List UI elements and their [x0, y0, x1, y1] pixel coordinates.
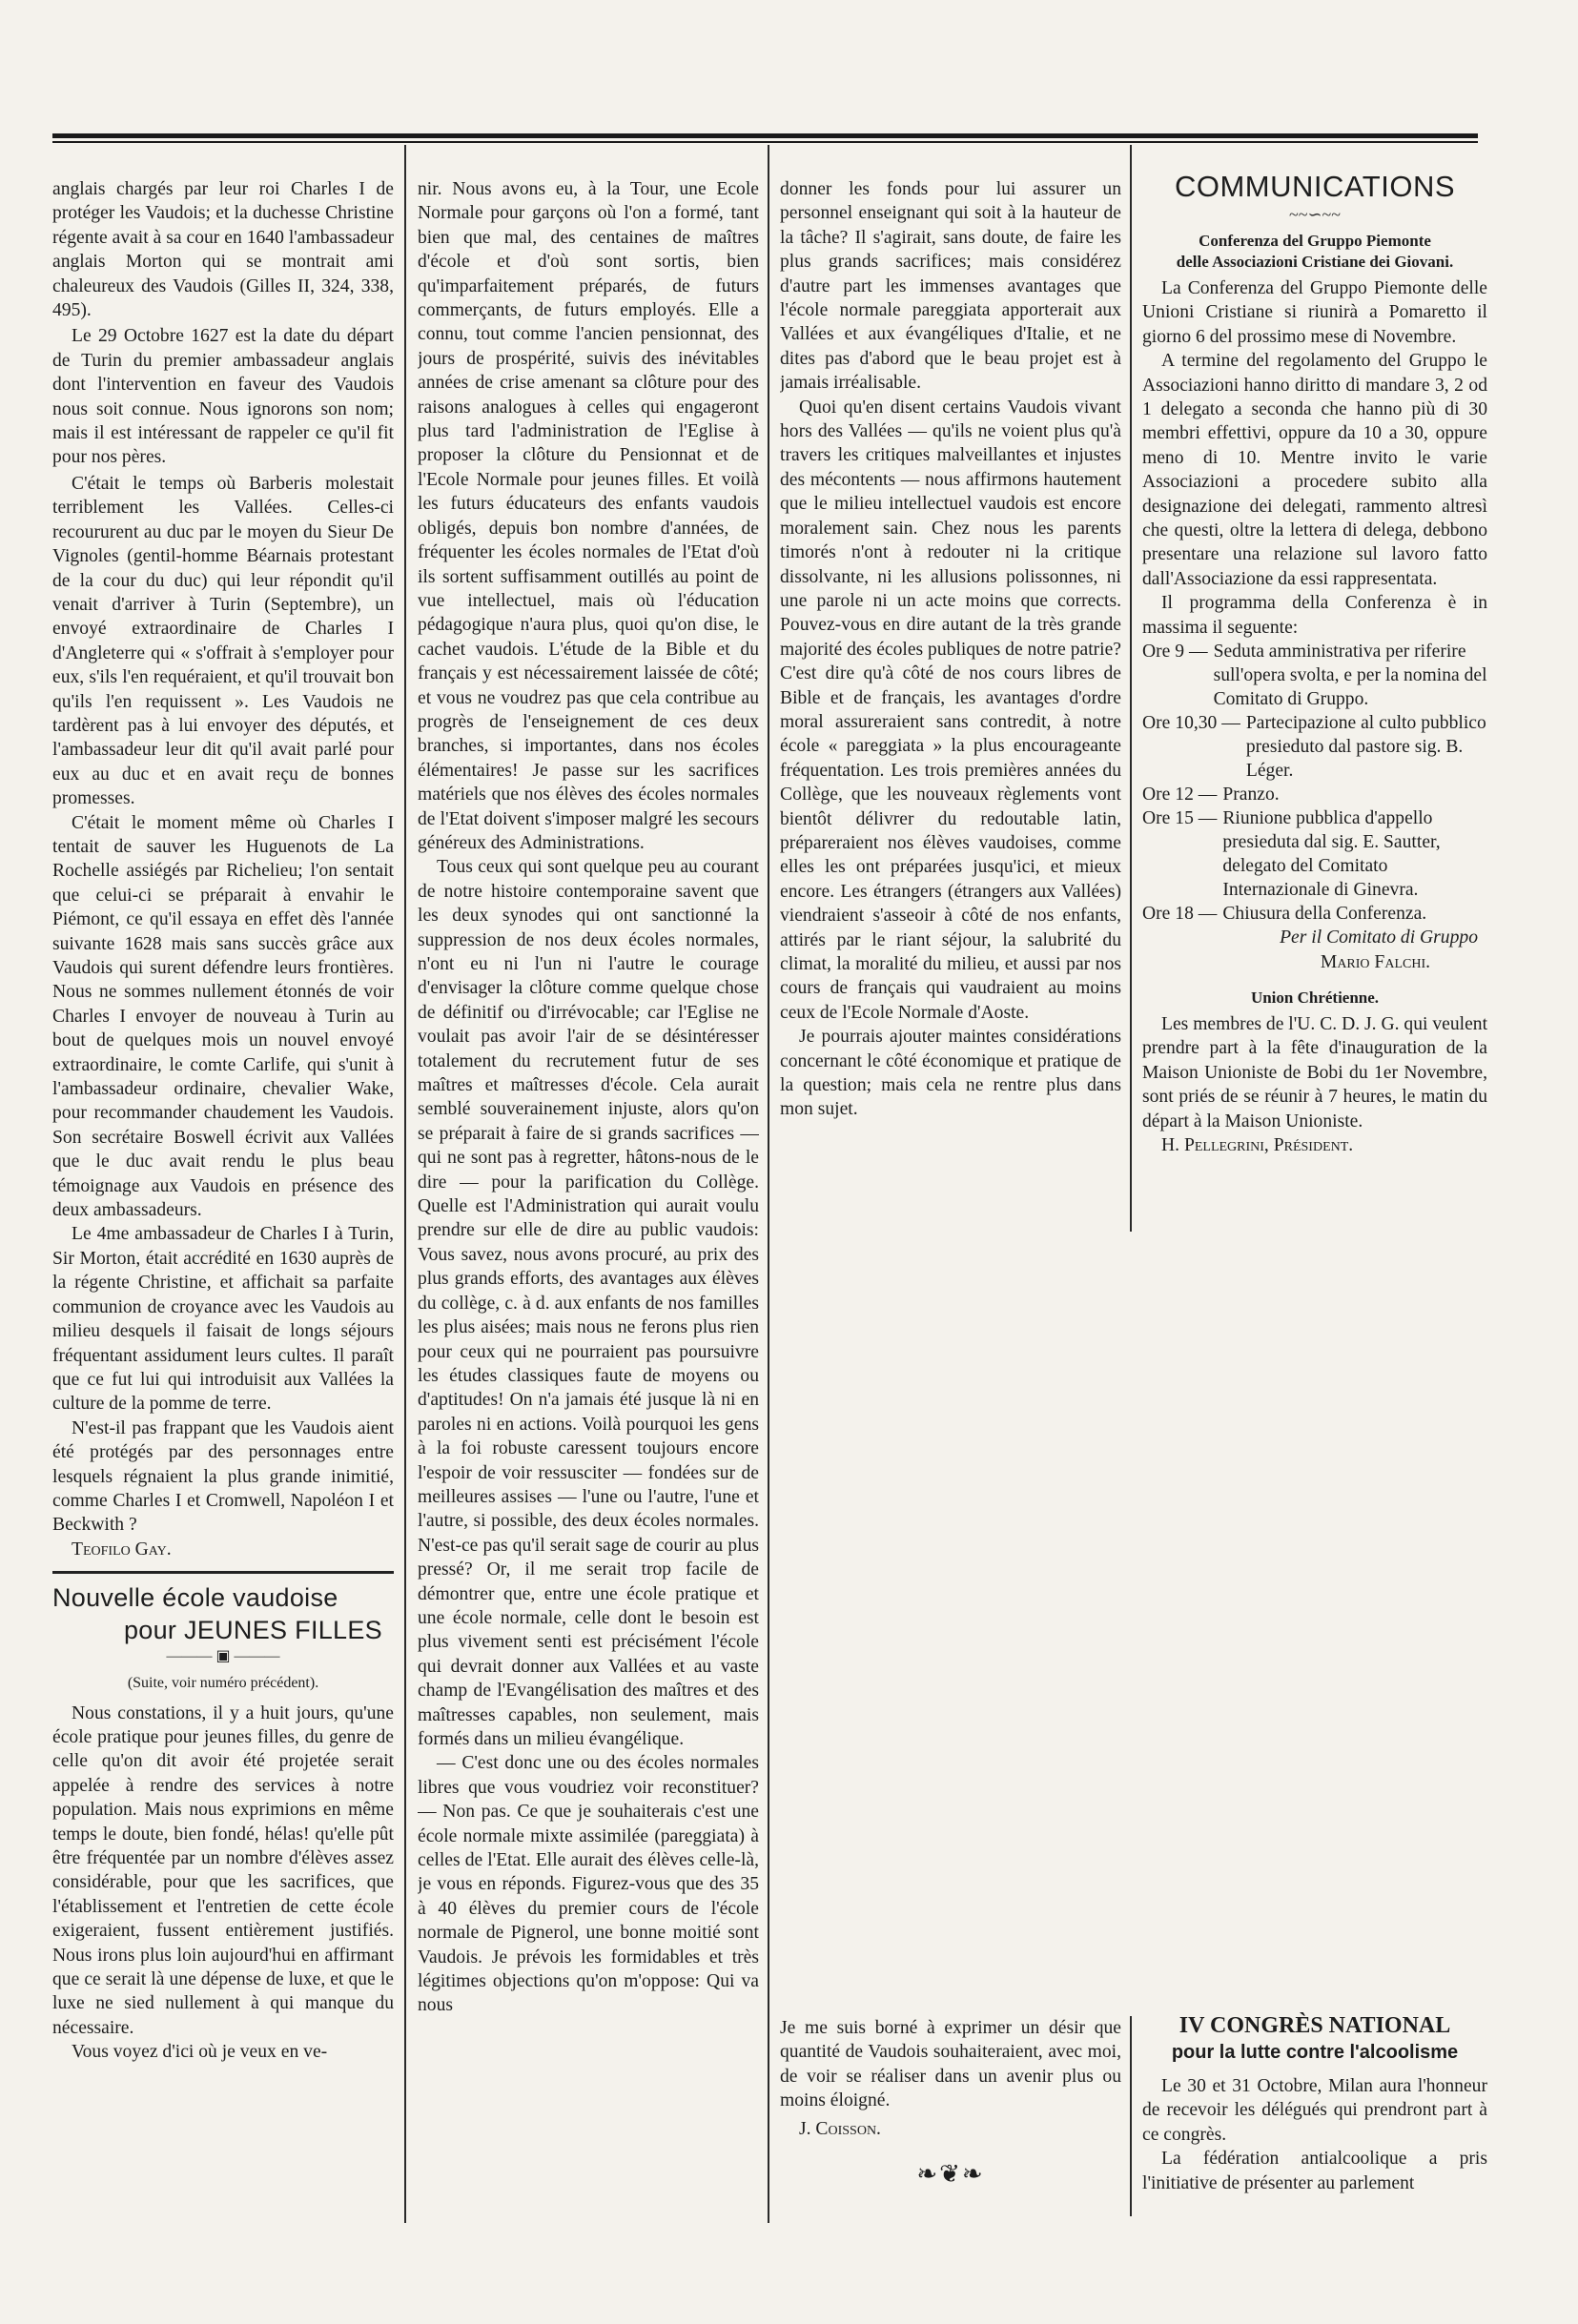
column-rule-2 — [768, 145, 769, 2223]
column-3 — [780, 177, 1121, 1235]
column-rule-3 — [1130, 145, 1132, 1232]
col2-paragraph-3: — C'est donc une ou des écoles normales libres que vous voudriez voir reconstituer? — Non pas. Ce que je souhaiterais c'est une école normale mixte assimilée (pareggiata) à celles de l'Etat. Elle aurait des élèves celle-là, je vous en réponds. Figurez-vous que des 35 à 40 élèves du premier cours de l'école normale de Pignerol, une bonne moitié sont Vaudois. Je prévois les formidables et très légitimes objections qu'on m'oppose: Qui va nous — [418, 1753, 759, 2016]
program-list — [1142, 640, 1487, 926]
col4-paragraph-3: Il programma della Conferenza è in massima il seguente: — [1142, 593, 1487, 638]
program-item: Ore 10,30 — Partecipazione al culto pubblico presieduto dal pastore sig. B. Léger. — [1142, 713, 1486, 782]
article-title-line-1: Nouvelle école vaudoise — [52, 1583, 338, 1613]
program-item: Ore 18 — Chiusura della Conferenza. — [1142, 904, 1427, 925]
col1-article2-paragraph-2: Vous voyez d'ici où je veux en ve- — [72, 2042, 328, 2063]
article-title — [52, 1581, 394, 1646]
col3-paragraph-3: Je pourrais ajouter maintes considérations concernant le côté économique et pratique de la question; mais cela ne rentre plus dans mon sujet. — [780, 1027, 1121, 1120]
article-rule — [52, 1571, 394, 1574]
col1-paragraph-2: Le 29 Octobre 1627 est la date du départ de Turin du premier ambassadeur anglais dont l'intervention en faveur des Vaudois nous soit connue. Nous ignorons son nom; mais il est intéressant de rappeler ce qu'il fit pour nos pères. — [52, 326, 394, 468]
col3-bottom-paragraph: Je me suis borné à exprimer un désir que quantité de Vaudois souhaiteraient, avec moi, de voir se réaliser dans un avenir plus ou moins éloigné. — [780, 2018, 1121, 2111]
comitato-signature-1: Per il Comitato di Gruppo — [1280, 928, 1478, 948]
col3-paragraph-2: Quoi qu'en disent certains Vaudois vivant hors des Vallées — qu'ils ne voient plus qu'à travers les critiques malveillantes et injustes des mécontents — nous affirmons hautement que le milieu intellectuel vaudois est encore moralement sain. Chez nous les parents timorés n'ont à redouter ni la critique dissolvante, ni les allusions polissonnes, ni une parole ni un acte moins que corrects. Pouvez-vous en dire autant de la très grande majorité des écoles publiques de notre patrie? C'est dire qu'à côté de nos cours libres de Bible et de français, les avantages d'ordre moral assureraient sans contredit, à notre école « pareggiata » la plus encourageante fréquentation. Les trois premières années du Collège, que les nouveaux règlements vont bientôt délivrer du redoutable latin, prépareraient nos élèves vaudoises, comme elles les ont préparées jusqu'ici, et mieux encore. Les étrangers (étrangers aux Vallées) viendraient s'asseoir à côté de nos enfants, attirés par le riant séjour, la salubrité du climat, la moralité du milieu, et aussi par nos cours de français qui vaudraient au moins ceux de l'Ecole Normale d'Aoste. — [780, 397, 1121, 1023]
column-4 — [1142, 164, 1487, 1222]
col1-paragraph-4: C'était le moment même où Charles I tentait de sauver les Huguenots de La Rochelle assiégés par Richelieu; l'on sentait que celui-ci se préparait à envahir le Piémont, ce qu'il essaya en effet dès l'année suivante 1628 mais sans succès grâce aux Vaudois qui surent défendre leurs frontières. Nous ne sommes nullement étonnés de voir Charles I envoyer de nouveau à Turin au bout de quelques mois un nouvel envoyé extraordinaire, le comte Carlife, qui s'unit à l'ambassadeur ordinaire, chevalier Wake, pour recommander chaudement les Vaudois. Son secrétaire Boswell écrivit aux Vallées que le duc avait rendu le plus beau témoignage aux Vaudois en présence des deux ambassadeurs. — [52, 812, 394, 1221]
column-2 — [418, 177, 759, 2227]
column-1 — [52, 177, 394, 2227]
article-title-line-2: pour JEUNES FILLES — [123, 1616, 382, 1645]
column-rule-4 — [1130, 2016, 1132, 2216]
col1-paragraph-3: C'était le temps où Barberis molestait terriblement les Vallées. Celles-ci recoururent au duc par le moyen du Sieur De Vignoles (gentil-homme Béarnais protestant de la cour du duc) qui leur répondit qu'il venait d'arriver à Turin (Septembre), un envoyé extraordinaire de Charles I d'Angleterre qui « s'offrait à s'employer pour eux, s'ils l'en requéraient, et qu'il trouvait bon qu'ils l'en requissent ». Les Vaudois ne tardèrent pas à lui envoyer des députés, et l'ambassadeur leur dit qu'il avait parlé pour eux au duc et en avait reçu de bonnes promesses. — [52, 473, 394, 809]
conferenza-heading-1: Conferenza del Gruppo Piemonte — [1199, 232, 1431, 250]
col2-paragraph-2: Tous ceux qui sont quelque peu au courant de notre histoire contemporaine savent que les deux synodes qui ont sanctionné la suppression de nos deux écoles normales, n'ont eu ni l'un ni l'autre le courage d'envisager la clôture comme quelque chose de définitif ou d'irrévocable; car l'Eglise ne voulait pas avoir l'air de se désintéresser totalement du recrutement futur de ses maîtres et maîtresses d'école. Cela aurait semblé souverainement injuste, alors qu'on se préparait à faire de si grands sacrifices — qui ne sont pas à regretter, hâtons-nous de le dire — pour la parification du Collège. Quelle est l'Administration qui aurait voulu prendre sur elle de dire au public vaudois: Vous savez, nous avons procuré, au prix des plus grands efforts, des avantages aux élèves du collège, c. à d. aux enfants de nos familles les plus aisées; mais nous ne ferons plus rien pour ceux qui ne pourraient pas poursuivre les études classiques faute de moyens ou d'aptitudes! On n'a jamais été jusque là ni en paroles ni en actions. Voilà pourquoi les gens à la foi robuste caressent toujours encore l'espoir de voir ressusciter — fondées sur de meilleures assises — l'une ou l'autre, l'une et l'autre, si possible, des deux écoles normales. N'est-ce pas qu'il serait sage de courir au plus pressé? Or, il me serait trop facile de démontrer que, entre une école pratique et une école normale, celle dont le besoin est plus vivement senti est précisément l'école qui devrait donner aux Vallées et au vaste champ de l'Evangélisation des maîtres et des maîtresses capables, non seulement, mais formés dans un milieu évangélique. — [418, 857, 759, 1749]
conferenza-heading-2: delle Associazioni Cristiane dei Giovani. — [1176, 253, 1454, 271]
congres-subheading: pour la lutte contre l'alcoolisme — [1171, 2042, 1459, 2063]
pellegrini-signature: H. Pellegrini, Président. — [1161, 1134, 1354, 1155]
program-item: Ore 15 — Riunione pubblica d'appello presieduta dal sig. E. Sautter, delegato del Comitato Internazionale di Ginevra. — [1142, 808, 1441, 901]
column-4-bottom — [1142, 2002, 1487, 2221]
col1-article2-paragraph-1: Nous constations, il y a huit jours, qu'une école pratique pour jeunes filles, du genre de celle qu'on dit avoir été projetée serait appelée à rendre des services à notre population. Mais nous exprimions en même temps le doute, bien fondé, hélas! qu'elle pût être fréquentée par un nombre d'élèves assez considérable, pour que les sacrifices, que l'établissement et l'entretien de cette école exigeraient, fussent entièrement justifiés. Nous irons plus loin aujourd'hui en affirmant que ce serait là une dépense de luxe, et que le luxe ne sied nullement à qui manque du nécessaire. — [52, 1702, 394, 2038]
col1-paragraph-6: N'est-il pas frappant que les Vaudois aient été protégés par des personnages entre lesquels régnaient la plus grande inimitié, comme Charles I et Cromwell, Napoléon I et Beckwith ? — [52, 1417, 394, 1536]
program-item: Ore 9 — Seduta amministrativa per riferire sull'opera svolta, e per la nomina del Comitato di Gruppo. — [1142, 642, 1487, 710]
column-3-bottom — [780, 2016, 1121, 2207]
col4-paragraph-1: La Conferenza del Gruppo Piemonte delle Unioni Cristiane si riunirà a Pomaretto il giorno 6 del prossimo mese di Novembre. — [1142, 278, 1487, 347]
communications-header: COMMUNICATIONS — [1174, 170, 1456, 203]
col2-paragraph-1: nir. Nous avons eu, à la Tour, une Ecole Normale pour garçons où l'on a formé, tant bien que mal, des centaines de maîtres d'école et d'où sont sortis, bien qu'imparfaitement préparés, de futurs commerçants, de futurs employés. Elle a connu, tout comme l'ancien pensionnat, des jours de prospérité, suivis des inévitables années de crise amenant sa clôture pour des raisons analogues à celles qui engageront plus tard l'administration de l'Eglise à proposer la clôture du Pensionnat et de l'Ecole Normale pour jeunes filles. Et voilà les futurs éducateurs des enfants vaudois obligés, depuis bon nombre d'années, de fréquenter les écoles normales de l'Etat d'où ils sortent suffisamment outillés au point de vue intellectuel, mais où l'éducation pédagogique n'aura plus, quoi qu'on dise, le cachet vaudois. L'étude de la Bible et du français y est nécessairement laissée de côté; et vous ne voudrez pas que cela contribue au progrès de l'enseignement de ces deux branches, si importantes, dans nos écoles élémentaires! Je passe sur les sacrifices matériels que nos élèves des écoles normales de l'Etat doivent s'imposer malgré les secours généreux des Administrations. — [418, 179, 759, 853]
title-ornament: ——— ▣ ——— — [166, 1648, 280, 1665]
union-chretienne-heading: Union Chrétienne. — [1250, 988, 1380, 1007]
continuation-note: (Suite, voir numéro précédent). — [127, 1675, 319, 1692]
col1-paragraph-1: anglais chargés par leur roi Charles I de protéger les Vaudois; et la duchesse Christine régente avait à sa cour en 1640 l'ambassadeur anglais Morton qui se montrait ami chaleureux des Vaudois (Gilles II, 324, 338, 495). — [52, 179, 394, 321]
col1-signature: Teofilo Gay. — [72, 1539, 172, 1560]
end-ornament: ❧❦❧ — [916, 2160, 985, 2189]
header-swash: ~~∽~~ — [1288, 205, 1342, 224]
header-rule-thick — [52, 133, 1478, 138]
col3-signature: J. Coisson. — [799, 2118, 881, 2139]
congres-heading: IV CONGRÈS NATIONAL — [1178, 2013, 1451, 2038]
col3-paragraph-1: donner les fonds pour lui assurer un personnel enseignant qui soit à la hauteur de la tâche? Il s'agirait, sans doute, de faire les plus grands sacrifices; mais considérez d'autre part les immenses avantages que l'école normale pareggiata apporterait aux Vallées et aux évangéliques d'Italie, et ne dites pas d'abord que le beau projet est à jamais irréalisable. — [780, 179, 1121, 394]
program-item: Ore 12 — Pranzo. — [1142, 785, 1280, 805]
congres-paragraph-2: La fédération antialcoolique a pris l'initiative de présenter au parlement — [1142, 2149, 1487, 2193]
column-rule-1 — [404, 145, 406, 2223]
col1-paragraph-5: Le 4me ambassadeur de Charles I à Turin, Sir Morton, était accrédité en 1630 auprès de la régente Christine, et affichait sa parfaite communion de croyance avec les Vaudois au milieu desquels il faisait de longs séjours fréquentant assidument leurs cultes. Il paraît que ce fut lui qui introduisit aux Vallées la culture de la pomme de terre. — [52, 1224, 394, 1415]
comitato-signature-2: Mario Falchi. — [1320, 951, 1430, 972]
header-rule-thin — [52, 141, 1478, 143]
col4-paragraph-2: A termine del regolamento del Gruppo le Associazioni hanno diritto di mandare 3, 2 od 1 delegato a seconda che hanno più di 30 membri effettivi, oppure da 10 a 30, oppure meno di 10. Mentre invito le varie Associazioni a procedere subito alla designazione dei delegati, rammento altresì che questi, oltre la lettera di delega, debbono presentare una relazione sul lavoro fatto dall'Associazione da essi rappresentata. — [1142, 351, 1487, 589]
congres-paragraph-1: Le 30 et 31 Octobre, Milan aura l'honneur de recevoir les délégués qui prendront part à ce congrès. — [1142, 2076, 1487, 2145]
union-chretienne-paragraph: Les membres de l'U. C. D. J. G. qui veulent prendre part à la fête d'inauguration de la Maison Unioniste de Bobi du 1er Novembre, sont priés de se réunir à 7 heures, le matin du départ à la Maison Unioniste. — [1142, 1013, 1487, 1131]
